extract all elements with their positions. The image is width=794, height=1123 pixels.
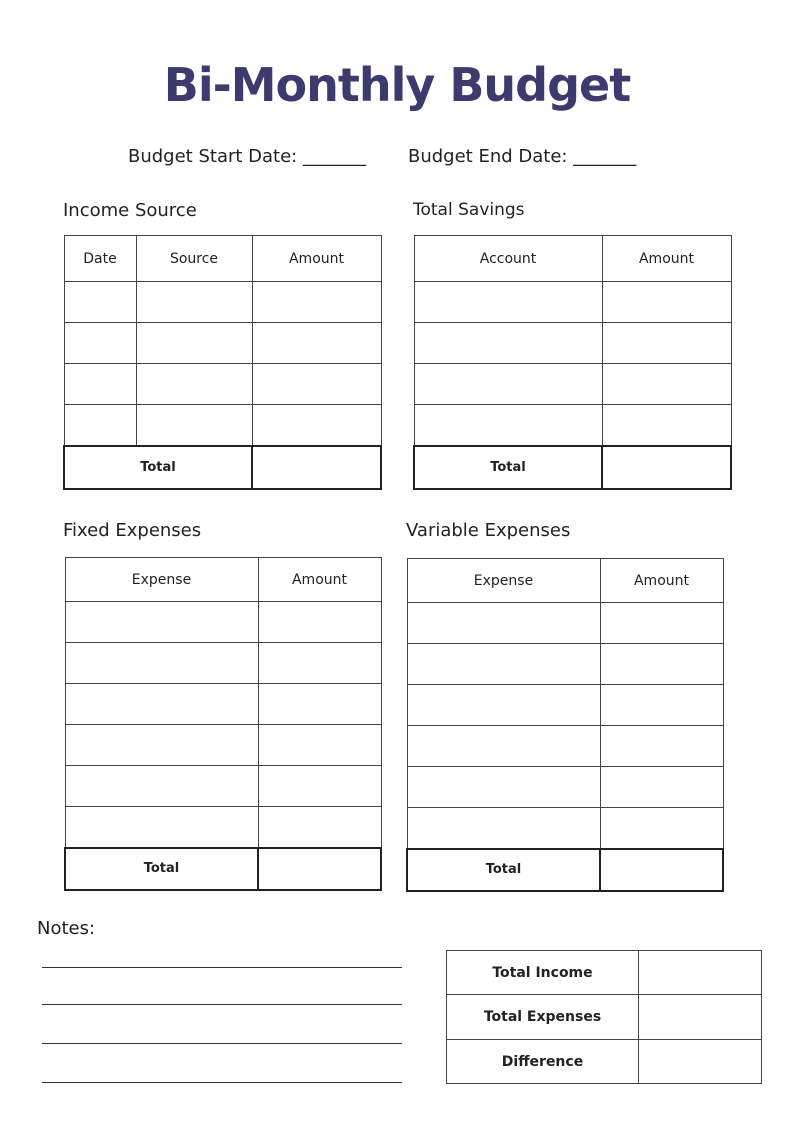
fixed-cell-expense[interactable]: [65, 643, 258, 684]
income-cell-amount[interactable]: [252, 282, 381, 323]
fixed-cell-amount[interactable]: [258, 684, 381, 725]
variable-cell-expense[interactable]: [407, 603, 600, 644]
variable-cell-amount[interactable]: [600, 644, 723, 685]
table-row: [447, 995, 762, 1040]
income-total-label: Total: [64, 446, 252, 489]
savings-cell-amount[interactable]: [602, 282, 731, 323]
savings-cell-account[interactable]: [414, 323, 602, 364]
table-row: [414, 405, 731, 446]
budget-start-date[interactable]: Budget Start Date: _______: [128, 146, 366, 167]
savings-cell-account[interactable]: [414, 405, 602, 446]
variable-cell-expense[interactable]: [407, 808, 600, 849]
table-row: [414, 323, 731, 364]
savings-total-label: Total: [414, 446, 602, 489]
income-cell-amount[interactable]: [252, 405, 381, 446]
savings-cell-amount[interactable]: [602, 364, 731, 405]
table-row: [64, 323, 381, 364]
total-savings-table: [413, 235, 732, 490]
table-row: [65, 602, 381, 643]
income-cell-date[interactable]: [64, 405, 136, 446]
variable-cell-expense[interactable]: [407, 685, 600, 726]
savings-header-amount: Amount: [602, 236, 731, 282]
variable-cell-expense[interactable]: [407, 767, 600, 808]
summary-total-expenses-label: Total Expenses: [447, 995, 639, 1040]
fixed-header-expense: Expense: [65, 558, 258, 602]
fixed-header-amount: Amount: [258, 558, 381, 602]
table-row: [407, 644, 723, 685]
variable-header-expense: Expense: [407, 559, 600, 603]
table-row: [447, 951, 762, 995]
income-header-amount: Amount: [252, 236, 381, 282]
fixed-total-value[interactable]: [258, 848, 381, 890]
table-row: [65, 684, 381, 725]
income-cell-source[interactable]: [136, 364, 252, 405]
income-source-label: Income Source: [63, 200, 197, 221]
fixed-cell-amount[interactable]: [258, 725, 381, 766]
notes-line[interactable]: [42, 1043, 402, 1044]
fixed-cell-amount[interactable]: [258, 807, 381, 848]
savings-total-value[interactable]: [602, 446, 731, 489]
table-row: [407, 603, 723, 644]
budget-end-date[interactable]: Budget End Date: _______: [408, 146, 637, 167]
savings-cell-account[interactable]: [414, 364, 602, 405]
variable-cell-expense[interactable]: [407, 726, 600, 767]
table-row: [447, 1040, 762, 1084]
summary-total-income-label: Total Income: [447, 951, 639, 995]
income-cell-amount[interactable]: [252, 364, 381, 405]
table-row: [65, 725, 381, 766]
fixed-total-label: Total: [65, 848, 258, 890]
variable-total-value[interactable]: [600, 849, 723, 891]
total-savings-label: Total Savings: [413, 200, 525, 220]
page-title: Bi-Monthly Budget: [163, 58, 631, 112]
income-total-value[interactable]: [252, 446, 381, 489]
table-row: [64, 405, 381, 446]
fixed-cell-amount[interactable]: [258, 602, 381, 643]
table-row: [65, 643, 381, 684]
income-cell-date[interactable]: [64, 282, 136, 323]
savings-header-account: Account: [414, 236, 602, 282]
income-cell-source[interactable]: [136, 323, 252, 364]
fixed-cell-expense[interactable]: [65, 725, 258, 766]
variable-cell-amount[interactable]: [600, 685, 723, 726]
summary-difference-label: Difference: [447, 1040, 639, 1084]
income-cell-date[interactable]: [64, 323, 136, 364]
fixed-cell-expense[interactable]: [65, 602, 258, 643]
notes-label: Notes:: [37, 918, 96, 939]
table-row: [414, 282, 731, 323]
fixed-expenses-table: [64, 557, 382, 891]
variable-expenses-table: [406, 558, 724, 892]
variable-cell-amount[interactable]: [600, 726, 723, 767]
income-cell-source[interactable]: [136, 405, 252, 446]
table-row: [64, 282, 381, 323]
summary-difference-value[interactable]: [639, 1040, 762, 1084]
variable-header-amount: Amount: [600, 559, 723, 603]
fixed-cell-amount[interactable]: [258, 766, 381, 807]
table-row: [65, 766, 381, 807]
table-row: [407, 685, 723, 726]
table-row: [65, 807, 381, 848]
table-row: [407, 808, 723, 849]
variable-cell-expense[interactable]: [407, 644, 600, 685]
summary-total-income-value[interactable]: [639, 951, 762, 995]
table-row: [407, 726, 723, 767]
savings-cell-amount[interactable]: [602, 405, 731, 446]
fixed-expenses-label: Fixed Expenses: [63, 520, 202, 541]
fixed-cell-expense[interactable]: [65, 807, 258, 848]
notes-line[interactable]: [42, 1004, 402, 1005]
income-header-date: Date: [64, 236, 136, 282]
income-cell-source[interactable]: [136, 282, 252, 323]
variable-total-label: Total: [407, 849, 600, 891]
summary-total-expenses-value[interactable]: [639, 995, 762, 1040]
income-header-source: Source: [136, 236, 252, 282]
fixed-cell-expense[interactable]: [65, 684, 258, 725]
fixed-cell-amount[interactable]: [258, 643, 381, 684]
table-row: [414, 364, 731, 405]
variable-cell-amount[interactable]: [600, 808, 723, 849]
income-cell-amount[interactable]: [252, 323, 381, 364]
variable-expenses-label: Variable Expenses: [406, 520, 571, 541]
variable-cell-amount[interactable]: [600, 767, 723, 808]
notes-line[interactable]: [42, 1082, 402, 1083]
income-source-table: [63, 235, 382, 490]
savings-cell-account[interactable]: [414, 282, 602, 323]
table-row: [407, 767, 723, 808]
variable-cell-amount[interactable]: [600, 603, 723, 644]
savings-cell-amount[interactable]: [602, 323, 731, 364]
income-cell-date[interactable]: [64, 364, 136, 405]
summary-table: [446, 950, 762, 1084]
notes-line[interactable]: [42, 967, 402, 968]
table-row: [64, 364, 381, 405]
fixed-cell-expense[interactable]: [65, 766, 258, 807]
